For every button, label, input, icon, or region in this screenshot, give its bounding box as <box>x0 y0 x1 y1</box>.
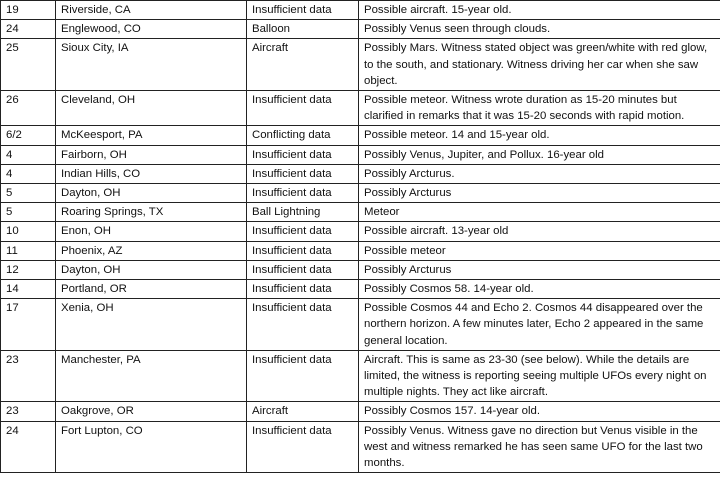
date-cell: 14 <box>1 280 56 299</box>
remarks-cell: Possibly Venus seen through clouds. <box>359 20 720 39</box>
date-cell: 23 <box>1 402 56 421</box>
date-cell: 4 <box>1 164 56 183</box>
remarks-cell: Possibly Arcturus <box>359 184 720 203</box>
evaluation-cell: Insufficient data <box>247 260 359 279</box>
table-row <box>1 203 720 222</box>
remarks-cell: Possible Cosmos 44 and Echo 2. Cosmos 44 disappeared over the northern horizon. A few minutes later, Echo 2 appeared in the same general location. <box>359 299 720 351</box>
date-cell: 5 <box>1 203 56 222</box>
location-cell: Fairborn, OH <box>56 145 247 164</box>
location-cell: Sioux City, IA <box>56 39 247 91</box>
remarks-cell: Possibly Mars. Witness stated object was green/white with red glow, to the south, and stationary. Witness driving her car when she saw object. <box>359 39 720 91</box>
location-cell: Xenia, OH <box>56 299 247 351</box>
date-cell: 24 <box>1 20 56 39</box>
location-cell: Manchester, PA <box>56 350 247 402</box>
date-cell: 24 <box>1 421 56 473</box>
evaluation-cell: Aircraft <box>247 402 359 421</box>
table-row <box>1 402 720 421</box>
remarks-cell: Meteor <box>359 203 720 222</box>
date-cell: 23 <box>1 350 56 402</box>
table-row <box>1 184 720 203</box>
remarks-cell: Possibly Venus, Jupiter, and Pollux. 16-year old <box>359 145 720 164</box>
location-cell: McKeesport, PA <box>56 126 247 145</box>
date-cell: 26 <box>1 91 56 126</box>
remarks-cell: Possible aircraft. 15-year old. <box>359 1 720 20</box>
evaluation-cell: Conflicting data <box>247 126 359 145</box>
date-cell: 25 <box>1 39 56 91</box>
location-cell: Fort Lupton, CO <box>56 421 247 473</box>
remarks-cell: Possibly Venus. Witness gave no direction but Venus visible in the west and witness remarked he has seen same UFO for the last two months. <box>359 421 720 473</box>
table-row <box>1 280 720 299</box>
date-cell: 12 <box>1 260 56 279</box>
table-row <box>1 222 720 241</box>
remarks-cell: Possible aircraft. 13-year old <box>359 222 720 241</box>
table-row <box>1 91 720 126</box>
table-row <box>1 145 720 164</box>
evaluation-cell: Insufficient data <box>247 1 359 20</box>
location-cell: Cleveland, OH <box>56 91 247 126</box>
location-cell: Oakgrove, OR <box>56 402 247 421</box>
remarks-cell: Possible meteor <box>359 241 720 260</box>
location-cell: Indian Hills, CO <box>56 164 247 183</box>
evaluation-cell: Insufficient data <box>247 145 359 164</box>
date-cell: 6/2 <box>1 126 56 145</box>
evaluation-cell: Insufficient data <box>247 421 359 473</box>
evaluation-cell: Insufficient data <box>247 299 359 351</box>
evaluation-cell: Insufficient data <box>247 222 359 241</box>
table-row <box>1 241 720 260</box>
table-row <box>1 421 720 473</box>
location-cell: Dayton, OH <box>56 184 247 203</box>
table-row <box>1 260 720 279</box>
table-row <box>1 164 720 183</box>
evaluation-cell: Insufficient data <box>247 280 359 299</box>
table-row <box>1 350 720 402</box>
evaluation-cell: Insufficient data <box>247 91 359 126</box>
location-cell: Dayton, OH <box>56 260 247 279</box>
remarks-cell: Aircraft. This is same as 23-30 (see below). While the details are limited, the witness is reporting seeing multiple UFOs every night on multiple nights. They act like aircraft. <box>359 350 720 402</box>
remarks-cell: Possibly Arcturus <box>359 260 720 279</box>
date-cell: 4 <box>1 145 56 164</box>
table-row <box>1 1 720 20</box>
remarks-cell: Possibly Cosmos 58. 14-year old. <box>359 280 720 299</box>
location-cell: Roaring Springs, TX <box>56 203 247 222</box>
evaluation-cell: Insufficient data <box>247 164 359 183</box>
location-cell: Riverside, CA <box>56 1 247 20</box>
evaluation-cell: Insufficient data <box>247 241 359 260</box>
evaluation-cell: Insufficient data <box>247 350 359 402</box>
date-cell: 19 <box>1 1 56 20</box>
location-cell: Portland, OR <box>56 280 247 299</box>
location-cell: Enon, OH <box>56 222 247 241</box>
table-body <box>1 1 720 473</box>
date-cell: 17 <box>1 299 56 351</box>
table-row <box>1 299 720 351</box>
evaluation-cell: Aircraft <box>247 39 359 91</box>
remarks-cell: Possibly Cosmos 157. 14-year old. <box>359 402 720 421</box>
remarks-cell: Possible meteor. 14 and 15-year old. <box>359 126 720 145</box>
location-cell: Englewood, CO <box>56 20 247 39</box>
evaluation-cell: Insufficient data <box>247 184 359 203</box>
evaluation-cell: Balloon <box>247 20 359 39</box>
evaluation-cell: Ball Lightning <box>247 203 359 222</box>
remarks-cell: Possibly Arcturus. <box>359 164 720 183</box>
table-row <box>1 126 720 145</box>
location-cell: Phoenix, AZ <box>56 241 247 260</box>
date-cell: 5 <box>1 184 56 203</box>
table-row <box>1 39 720 91</box>
table-row <box>1 20 720 39</box>
date-cell: 10 <box>1 222 56 241</box>
date-cell: 11 <box>1 241 56 260</box>
remarks-cell: Possible meteor. Witness wrote duration as 15-20 minutes but clarified in remarks that it was 15-20 seconds with rapid motion. <box>359 91 720 126</box>
